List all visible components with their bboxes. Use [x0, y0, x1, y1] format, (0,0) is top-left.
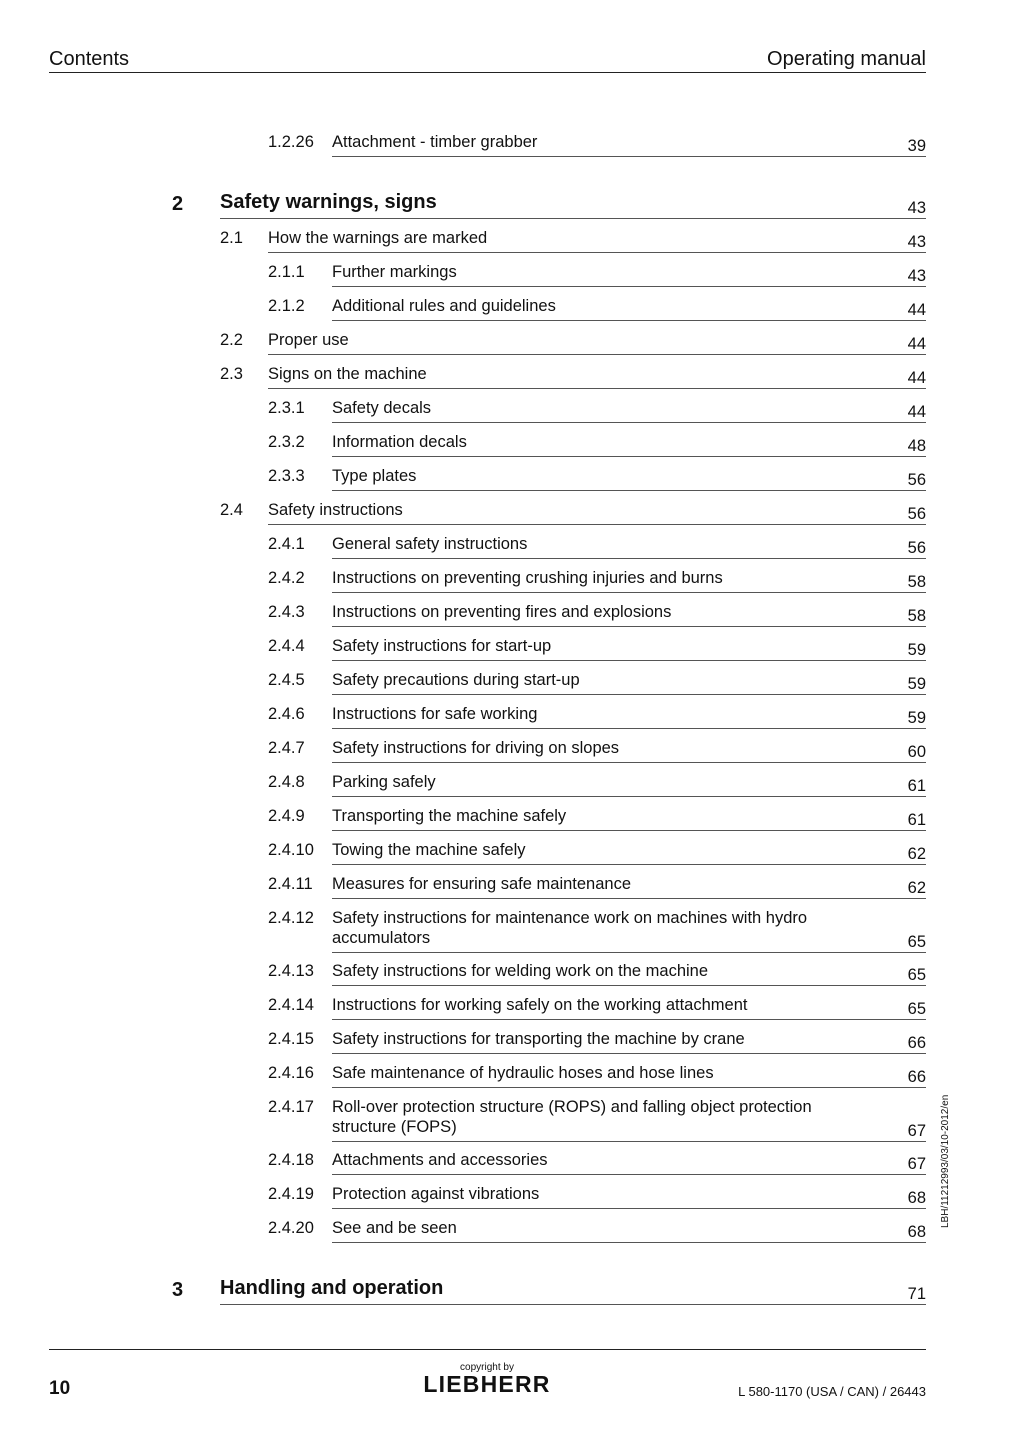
toc-entry-number: 2.4.18	[268, 1151, 314, 1169]
toc-entry-underline	[332, 422, 926, 423]
toc-entry-title: Safety instructions for maintenance work on machines with hydro accumulators	[332, 909, 808, 947]
toc-entry[interactable]	[0, 534, 1024, 560]
toc-entry-underline	[332, 626, 926, 627]
toc-entry-number: 2.4.14	[268, 996, 314, 1014]
toc-entry-page: 65	[907, 966, 926, 984]
toc-entry-underline	[268, 252, 926, 253]
page-number: 10	[49, 1378, 71, 1399]
toc-entry[interactable]	[0, 364, 1024, 390]
toc-entry-number: 2.4	[220, 501, 243, 519]
toc-entry-title: Safety instructions	[268, 501, 403, 519]
toc-entry-number: 1.2.26	[268, 133, 314, 151]
toc-entry-page: 44	[907, 301, 926, 319]
toc-entry-title: Additional rules and guidelines	[332, 297, 556, 315]
toc-entry[interactable]	[0, 840, 1024, 866]
toc-entry-page: 68	[907, 1189, 926, 1207]
toc-entry-underline	[332, 1087, 926, 1088]
toc-entry-title: Instructions on preventing fires and explosions	[332, 603, 672, 621]
toc-entry-title: Further markings	[332, 263, 457, 281]
svg-text:LIEBHERR: LIEBHERR	[423, 1373, 551, 1395]
toc-entry[interactable]	[0, 806, 1024, 832]
toc-entry-number: 2.4.11	[268, 875, 313, 893]
toc-entry-title: Safety decals	[332, 399, 432, 417]
toc-entry-title: Instructions for working safely on the working attachment	[332, 996, 748, 1014]
toc-entry-page: 60	[907, 743, 926, 761]
toc-entry-underline	[332, 1174, 926, 1175]
toc-entry-page: 43	[907, 199, 926, 217]
toc-entry-title: Safety instructions for start-up	[332, 637, 552, 655]
toc-entry-underline	[332, 952, 926, 953]
toc-entry-underline	[332, 286, 926, 287]
toc-entry-underline	[332, 660, 926, 661]
toc-entry-number: 2.3.2	[268, 433, 305, 451]
toc-entry[interactable]	[0, 262, 1024, 288]
toc-entry-number: 2.4.19	[268, 1185, 314, 1203]
toc-entry[interactable]	[0, 738, 1024, 764]
toc-entry-number: 2.3	[220, 365, 243, 383]
toc-entry-number: 2.1.1	[268, 263, 305, 281]
toc-entry-number: 2.4.17	[268, 1098, 314, 1116]
toc-entry-number: 3	[172, 1279, 184, 1301]
toc-entry-underline	[332, 490, 926, 491]
toc-entry-title: Towing the machine safely	[332, 841, 526, 859]
toc-entry-title: Information decals	[332, 433, 467, 451]
toc-entry[interactable]	[0, 961, 1024, 987]
toc-entry-title: Safe maintenance of hydraulic hoses and hose lines	[332, 1064, 714, 1082]
toc-entry-underline	[268, 354, 926, 355]
toc-entry[interactable]	[0, 1150, 1024, 1176]
toc-entry-title: Protection against vibrations	[332, 1185, 540, 1203]
toc-entry-underline	[332, 456, 926, 457]
toc-entry-underline	[332, 985, 926, 986]
toc-entry-underline	[332, 156, 926, 157]
liebherr-logo	[413, 1373, 561, 1400]
toc-entry-number: 2.4.1	[268, 535, 305, 553]
toc-entry-page: 59	[907, 641, 926, 659]
toc-entry-page: 65	[907, 933, 926, 951]
side-document-code: LBH/11212993/03/10-2012/en	[940, 1094, 951, 1228]
toc-entry-number: 2.4.12	[268, 909, 314, 927]
toc-entry-underline	[220, 1304, 926, 1305]
toc-entry-underline	[332, 1242, 926, 1243]
toc-entry-title: Attachment - timber grabber	[332, 133, 538, 151]
toc-entry[interactable]	[0, 908, 1024, 954]
header-section-title: Contents	[49, 48, 130, 70]
toc-entry-page: 61	[907, 811, 926, 829]
toc-entry-underline	[332, 1053, 926, 1054]
toc-entry[interactable]	[0, 466, 1024, 492]
toc-entry-number: 2.2	[220, 331, 243, 349]
toc-entry-page: 67	[907, 1122, 926, 1140]
toc-entry-title: See and be seen	[332, 1219, 457, 1237]
toc-entry-number: 2.4.13	[268, 962, 314, 980]
toc-entry-number: 2.1.2	[268, 297, 305, 315]
toc-entry[interactable]	[0, 568, 1024, 594]
toc-entry-number: 2.4.10	[268, 841, 314, 859]
toc-entry-underline	[332, 1141, 926, 1142]
toc-entry-title: Type plates	[332, 467, 417, 485]
toc-entry-number: 2.3.1	[268, 399, 305, 417]
toc-entry-number: 2.4.2	[268, 569, 305, 587]
toc-entry-title: Transporting the machine safely	[332, 807, 567, 825]
toc-entry[interactable]	[0, 500, 1024, 526]
footer-divider	[49, 1349, 926, 1350]
toc-entry-title: Safety warnings, signs	[220, 191, 437, 213]
toc-entry-page: 68	[907, 1223, 926, 1241]
toc-entry-page: 44	[907, 369, 926, 387]
toc-entry-page: 44	[907, 335, 926, 353]
toc-entry-page: 66	[907, 1068, 926, 1086]
toc-entry-page: 43	[907, 267, 926, 285]
toc-entry-number: 2.4.15	[268, 1030, 314, 1048]
toc-entry-page: 44	[907, 403, 926, 421]
toc-entry-underline	[332, 592, 926, 593]
toc-entry-underline	[268, 524, 926, 525]
toc-entry-page: 59	[907, 675, 926, 693]
toc-entry[interactable]	[0, 1029, 1024, 1055]
toc-entry-page: 71	[907, 1285, 926, 1303]
toc-entry[interactable]	[0, 602, 1024, 628]
toc-entry[interactable]	[0, 228, 1024, 254]
toc-entry-underline	[332, 762, 926, 763]
toc-entry-number: 2.4.4	[268, 637, 305, 655]
toc-entry-underline	[220, 218, 926, 219]
toc-entry-title: Safety instructions for transporting the machine by crane	[332, 1030, 745, 1048]
toc-entry-page: 43	[907, 233, 926, 251]
toc-entry-title: Parking safely	[332, 773, 436, 791]
toc-entry-number: 2	[172, 193, 184, 215]
toc-entry-number: 2.4.16	[268, 1064, 314, 1082]
toc-entry-title: Attachments and accessories	[332, 1151, 548, 1169]
toc-entry-title: How the warnings are marked	[268, 229, 488, 247]
toc-entry-page: 66	[907, 1034, 926, 1052]
toc-entry[interactable]	[0, 874, 1024, 900]
toc-entry-number: 2.4.7	[268, 739, 305, 757]
toc-entry-underline	[332, 694, 926, 695]
toc-entry-number: 2.4.3	[268, 603, 305, 621]
toc-entry-title: Roll-over protection structure (ROPS) and falling object protection structure (FOPS)	[332, 1098, 812, 1136]
toc-entry-title: Proper use	[268, 331, 349, 349]
toc-entry-underline	[332, 320, 926, 321]
toc-entry-number: 2.4.8	[268, 773, 305, 791]
toc-entry-page: 48	[907, 437, 926, 455]
toc-entry-page: 62	[907, 879, 926, 897]
toc-entry-underline	[332, 1019, 926, 1020]
toc-entry-page: 61	[907, 777, 926, 795]
header-document-title: Operating manual	[767, 48, 926, 70]
toc-entry[interactable]	[0, 636, 1024, 662]
toc-entry[interactable]	[0, 995, 1024, 1021]
document-reference: L 580-1170 (USA / CAN) / 26443	[738, 1384, 926, 1399]
toc-entry[interactable]	[0, 772, 1024, 798]
toc-entry-page: 39	[907, 137, 926, 155]
toc-entry-underline	[332, 1208, 926, 1209]
toc-entry[interactable]	[0, 432, 1024, 458]
toc-entry-title: Handling and operation	[220, 1277, 444, 1299]
toc-entry[interactable]	[0, 670, 1024, 696]
toc-entry-page: 56	[907, 539, 926, 557]
toc-entry-number: 2.1	[220, 229, 243, 247]
toc-entry[interactable]	[0, 1184, 1024, 1210]
toc-entry-title: Instructions for safe working	[332, 705, 538, 723]
toc-entry-title: Safety precautions during start-up	[332, 671, 580, 689]
toc-entry-number: 2.4.9	[268, 807, 305, 825]
toc-entry-underline	[332, 796, 926, 797]
toc-entry-number: 2.3.3	[268, 467, 305, 485]
toc-entry-title: General safety instructions	[332, 535, 528, 553]
toc-entry-page: 65	[907, 1000, 926, 1018]
toc-entry-underline	[332, 728, 926, 729]
toc-entry-page: 59	[907, 709, 926, 727]
toc-entry[interactable]	[0, 1277, 1024, 1306]
toc-entry[interactable]	[0, 1218, 1024, 1244]
toc-entry-number: 2.4.20	[268, 1219, 314, 1237]
toc-entry-title: Safety instructions for welding work on the machine	[332, 962, 709, 980]
toc-entry-underline	[268, 388, 926, 389]
toc-entry[interactable]	[0, 1063, 1024, 1089]
toc-entry-title: Safety instructions for driving on slopes	[332, 739, 620, 757]
toc-entry[interactable]	[0, 1097, 1024, 1143]
toc-entry[interactable]	[0, 296, 1024, 322]
toc-entry-underline	[332, 830, 926, 831]
toc-entry-title: Signs on the machine	[268, 365, 427, 383]
toc-entry-number: 2.4.6	[268, 705, 305, 723]
copyright-label: copyright by	[460, 1362, 514, 1373]
toc-entry-number: 2.4.5	[268, 671, 305, 689]
toc-entry[interactable]	[0, 704, 1024, 730]
toc-entry[interactable]	[0, 191, 1024, 220]
toc-entry-page: 58	[907, 573, 926, 591]
toc-entry[interactable]	[0, 132, 1024, 158]
toc-entry-underline	[332, 898, 926, 899]
toc-entry-page: 62	[907, 845, 926, 863]
toc-entry-page: 67	[907, 1155, 926, 1173]
toc-entry-title: Instructions on preventing crushing injuries and burns	[332, 569, 723, 587]
toc-entry-page: 56	[907, 505, 926, 523]
toc-entry-title: Measures for ensuring safe maintenance	[332, 875, 631, 893]
toc-entry-underline	[332, 864, 926, 865]
toc-entry-underline	[332, 558, 926, 559]
toc-entry-page: 58	[907, 607, 926, 625]
toc-entry-page: 56	[907, 471, 926, 489]
toc-entry[interactable]	[0, 398, 1024, 424]
toc-entry[interactable]	[0, 330, 1024, 356]
